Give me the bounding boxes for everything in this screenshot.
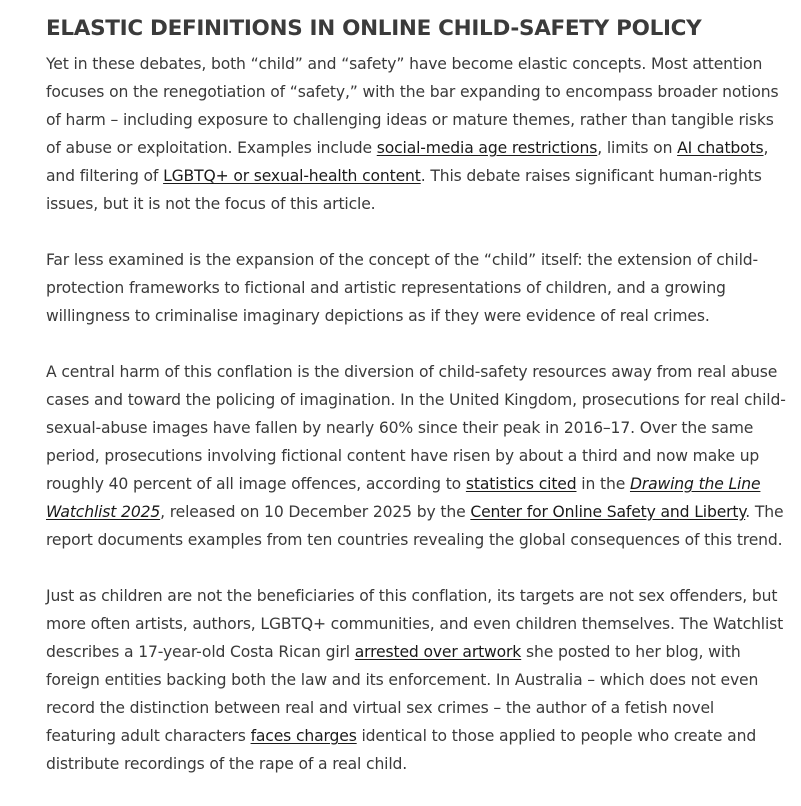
p4-text-2: she posted to her blog, with foreign entities backing both the law and its enforcement. In Australia – which does not even record the distinction between real and virtual sex crimes – the author of a fetish novel featuring adult characters — [46, 643, 759, 745]
p3-text-3: , released on 10 December 2025 by the — [160, 503, 471, 521]
p4-text-3: identical to those applied to people who create and distribute recordings of the rape of a real child. — [46, 727, 757, 773]
p1-text-1: Yet in these debates, both “child” and “safety” have become elastic concepts. Most attention focuses on the renegotiation of “safety,” with the bar expanding to encompass broader notions of harm – including exposure to challenging ideas or mature themes, rather than tangible risks of abuse or exploitation. Examples include — [46, 55, 779, 157]
article-heading: ELASTIC DEFINITIONS IN ONLINE CHILD-SAFETY POLICY — [46, 16, 702, 41]
p3-text-4: . The report documents examples from ten countries revealing the global consequences of this trend. — [46, 503, 784, 549]
link-ai-chatbots[interactable]: AI chatbots — [677, 139, 764, 157]
article — [46, 14, 786, 806]
p2-text-1: Far less examined is the expansion of the concept of the “child” itself: the extension of child-protection frameworks to fictional and artistic representations of children, and a growing willingness to criminalise imaginary depictions as if they were evidence of real crimes. — [46, 251, 758, 325]
paragraph-4 — [46, 582, 786, 778]
link-faces-charges[interactable]: faces charges — [250, 727, 357, 745]
p1-text-2: , limits on — [597, 139, 678, 157]
p3-text-2: in the — [576, 475, 630, 493]
p3-text-1: A central harm of this conflation is the diversion of child-safety resources away from real abuse cases and toward the policing of imagination. In the United Kingdom, prosecutions for real child-sexual-abuse images have fallen by nearly 60% since their peak in 2016–17. Over the same period, prosecutions involving fictional content have risen by about a third and now make up roughly 40 percent of all image offences, according to — [46, 363, 786, 493]
p4-text-1: Just as children are not the beneficiaries of this conflation, its targets are not sex offenders, but more often artists, authors, LGBTQ+ communities, and even children themselves. The Watchlist describes a 17-year-old Costa Rican girl — [46, 587, 784, 661]
link-center-for-online-safety-and-liberty[interactable]: Center for Online Safety and Liberty — [470, 503, 746, 521]
paragraph-2 — [46, 246, 786, 330]
paragraph-1 — [46, 50, 786, 218]
p1-text-3: , and filtering of — [46, 139, 769, 185]
watchlist-title: Drawing the Line Watchlist 2025 — [46, 475, 761, 521]
link-statistics-cited[interactable]: statistics cited — [465, 475, 577, 493]
paragraph-3 — [46, 358, 786, 554]
link-lgbtq-sexual-health-content[interactable]: LGBTQ+ or sexual-health content — [163, 167, 421, 185]
link-arrested-over-artwork[interactable]: arrested over artwork — [354, 643, 522, 661]
link-social-media-age-restrictions[interactable]: social-media age restrictions — [376, 139, 598, 157]
p1-text-4: . This debate raises significant human-rights issues, but it is not the focus of this article. — [46, 167, 762, 213]
